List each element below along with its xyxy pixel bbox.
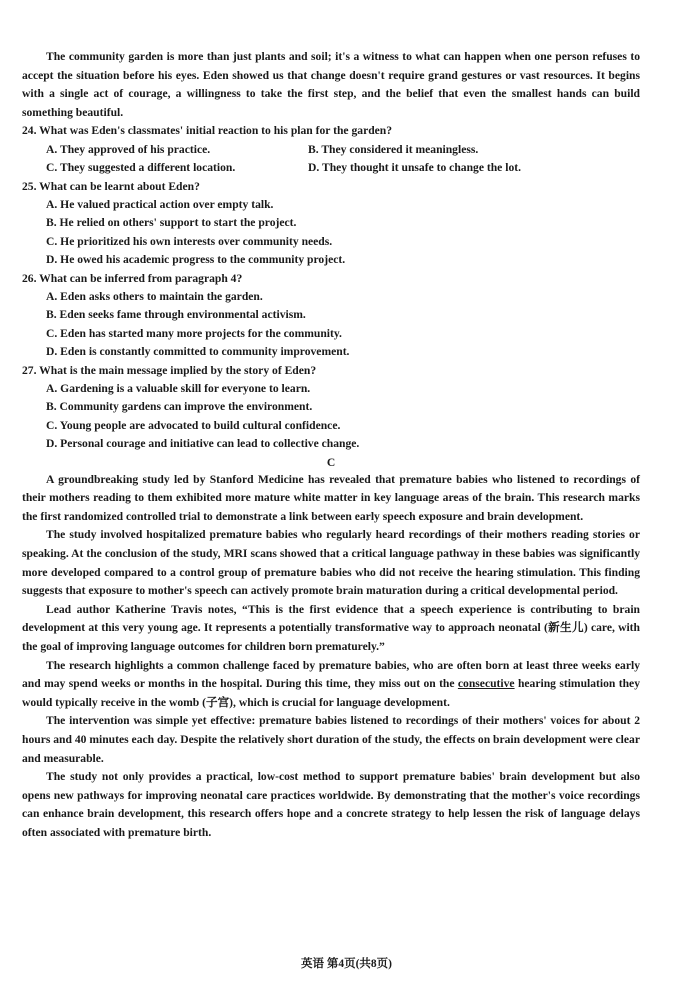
question-stem: 24. What was Eden's classmates' initial reaction to his plan for the garden? <box>22 124 393 138</box>
option: A. Eden asks others to maintain the garden. <box>46 290 263 304</box>
option: A. Gardening is a valuable skill for everyone to learn. <box>46 382 311 396</box>
passage-c-paragraph-5: The intervention was simple yet effective: premature babies listened to recordings of their mothers' voices for about 2 hours and 40 minutes each day. Despite the relatively short duration of the study, the effects on brain development were clear and measurable. <box>22 714 640 765</box>
option: D. They thought it unsafe to change the lot. <box>308 161 521 175</box>
paragraph-text: hearing stimulation they would typically receive in the womb (子宫), which is crucial for language development. <box>22 677 640 709</box>
options-row <box>22 159 640 177</box>
page-footer: 英语 第4页(共8页) <box>300 958 393 970</box>
underlined-word: consecutive <box>457 677 515 691</box>
option: D. Eden is constantly committed to community improvement. <box>46 345 350 359</box>
option: B. They considered it meaningless. <box>308 142 479 156</box>
question-stem: 27. What is the main message implied by the story of Eden? <box>22 363 317 377</box>
passage-c-paragraph-2: The study involved hospitalized premature babies who regularly heard recordings of their mothers reading stories or speaking. At the conclusion of the study, MRI scans showed that a critical language pathway in these babies was significantly more developed compared to a control group of premature babies who did not receive the hearing stimulation. This finding suggests that exposure to mother's speech can actively promote brain maturation during a critical developmental period. <box>22 528 640 598</box>
question-stem: 25. What can be learnt about Eden? <box>22 179 200 193</box>
question-24 <box>22 122 640 177</box>
option: A. He valued practical action over empty talk. <box>46 198 274 211</box>
option: C. They suggested a different location. <box>46 161 236 175</box>
passage-c-paragraph-3: Lead author Katherine Travis notes, “This is the first evidence that a speech experience is contributing to brain development at this very young age. It represents a potentially transformative way to approach neonatal (新生儿) care, with the goal of improving language outcomes for children born prematurely.” <box>22 602 640 654</box>
question-26 <box>22 270 640 362</box>
option: B. He relied on others' support to start the project. <box>46 216 297 230</box>
question-25 <box>22 178 640 270</box>
paragraph-text: The research highlights a common challenge faced by premature babies, who are often born at least three weeks early and may spend weeks or months in the hospital. During this time, they miss out on the <box>22 658 640 691</box>
section-heading: C <box>326 455 336 469</box>
option: C. He prioritized his own interests over community needs. <box>46 234 333 248</box>
passage-b-closing-paragraph: The community garden is more than just plants and soil; it's a witness to what can happen when one person refuses to accept the situation before his eyes. Eden showed us that change doesn't require grand gestures or vast resources. It begins with a single act of courage, a willingness to take the first step, and the belief that even the smallest hands can build something beautiful. <box>22 50 640 119</box>
passage-c-paragraph-1: A groundbreaking study led by Stanford Medicine has revealed that premature babies who listened to recordings of their mothers reading to them exhibited more mature white matter in key language areas of the brain. This research marks the first randomized controlled trial to demonstrate a link between early speech exposure and brain development. <box>22 472 640 523</box>
option: C. Eden has started many more projects for the community. <box>46 326 342 340</box>
option: D. Personal courage and initiative can lead to collective change. <box>46 437 360 451</box>
option: C. Young people are advocated to build cultural confidence. <box>46 418 341 432</box>
exam-page <box>22 48 640 843</box>
option: A. They approved of his practice. <box>46 142 211 156</box>
passage-c-paragraph-6: The study not only provides a practical, low-cost method to support premature babies' brain development but also opens new pathways for improving neonatal care practices worldwide. By demonstrating that the mother's voice recordings can enhance brain development, this research offers hope and a concrete strategy to help lessen the risk of language delays often associated with premature birth. <box>22 770 640 839</box>
passage-c-paragraph-4 <box>22 657 640 713</box>
options-row <box>22 141 640 159</box>
question-27 <box>22 362 640 454</box>
option: B. Eden seeks fame through environmental activism. <box>46 308 306 322</box>
question-stem: 26. What can be inferred from paragraph 4? <box>22 271 243 285</box>
option: B. Community gardens can improve the environment. <box>46 400 313 414</box>
option: D. He owed his academic progress to the community project. <box>46 253 346 267</box>
